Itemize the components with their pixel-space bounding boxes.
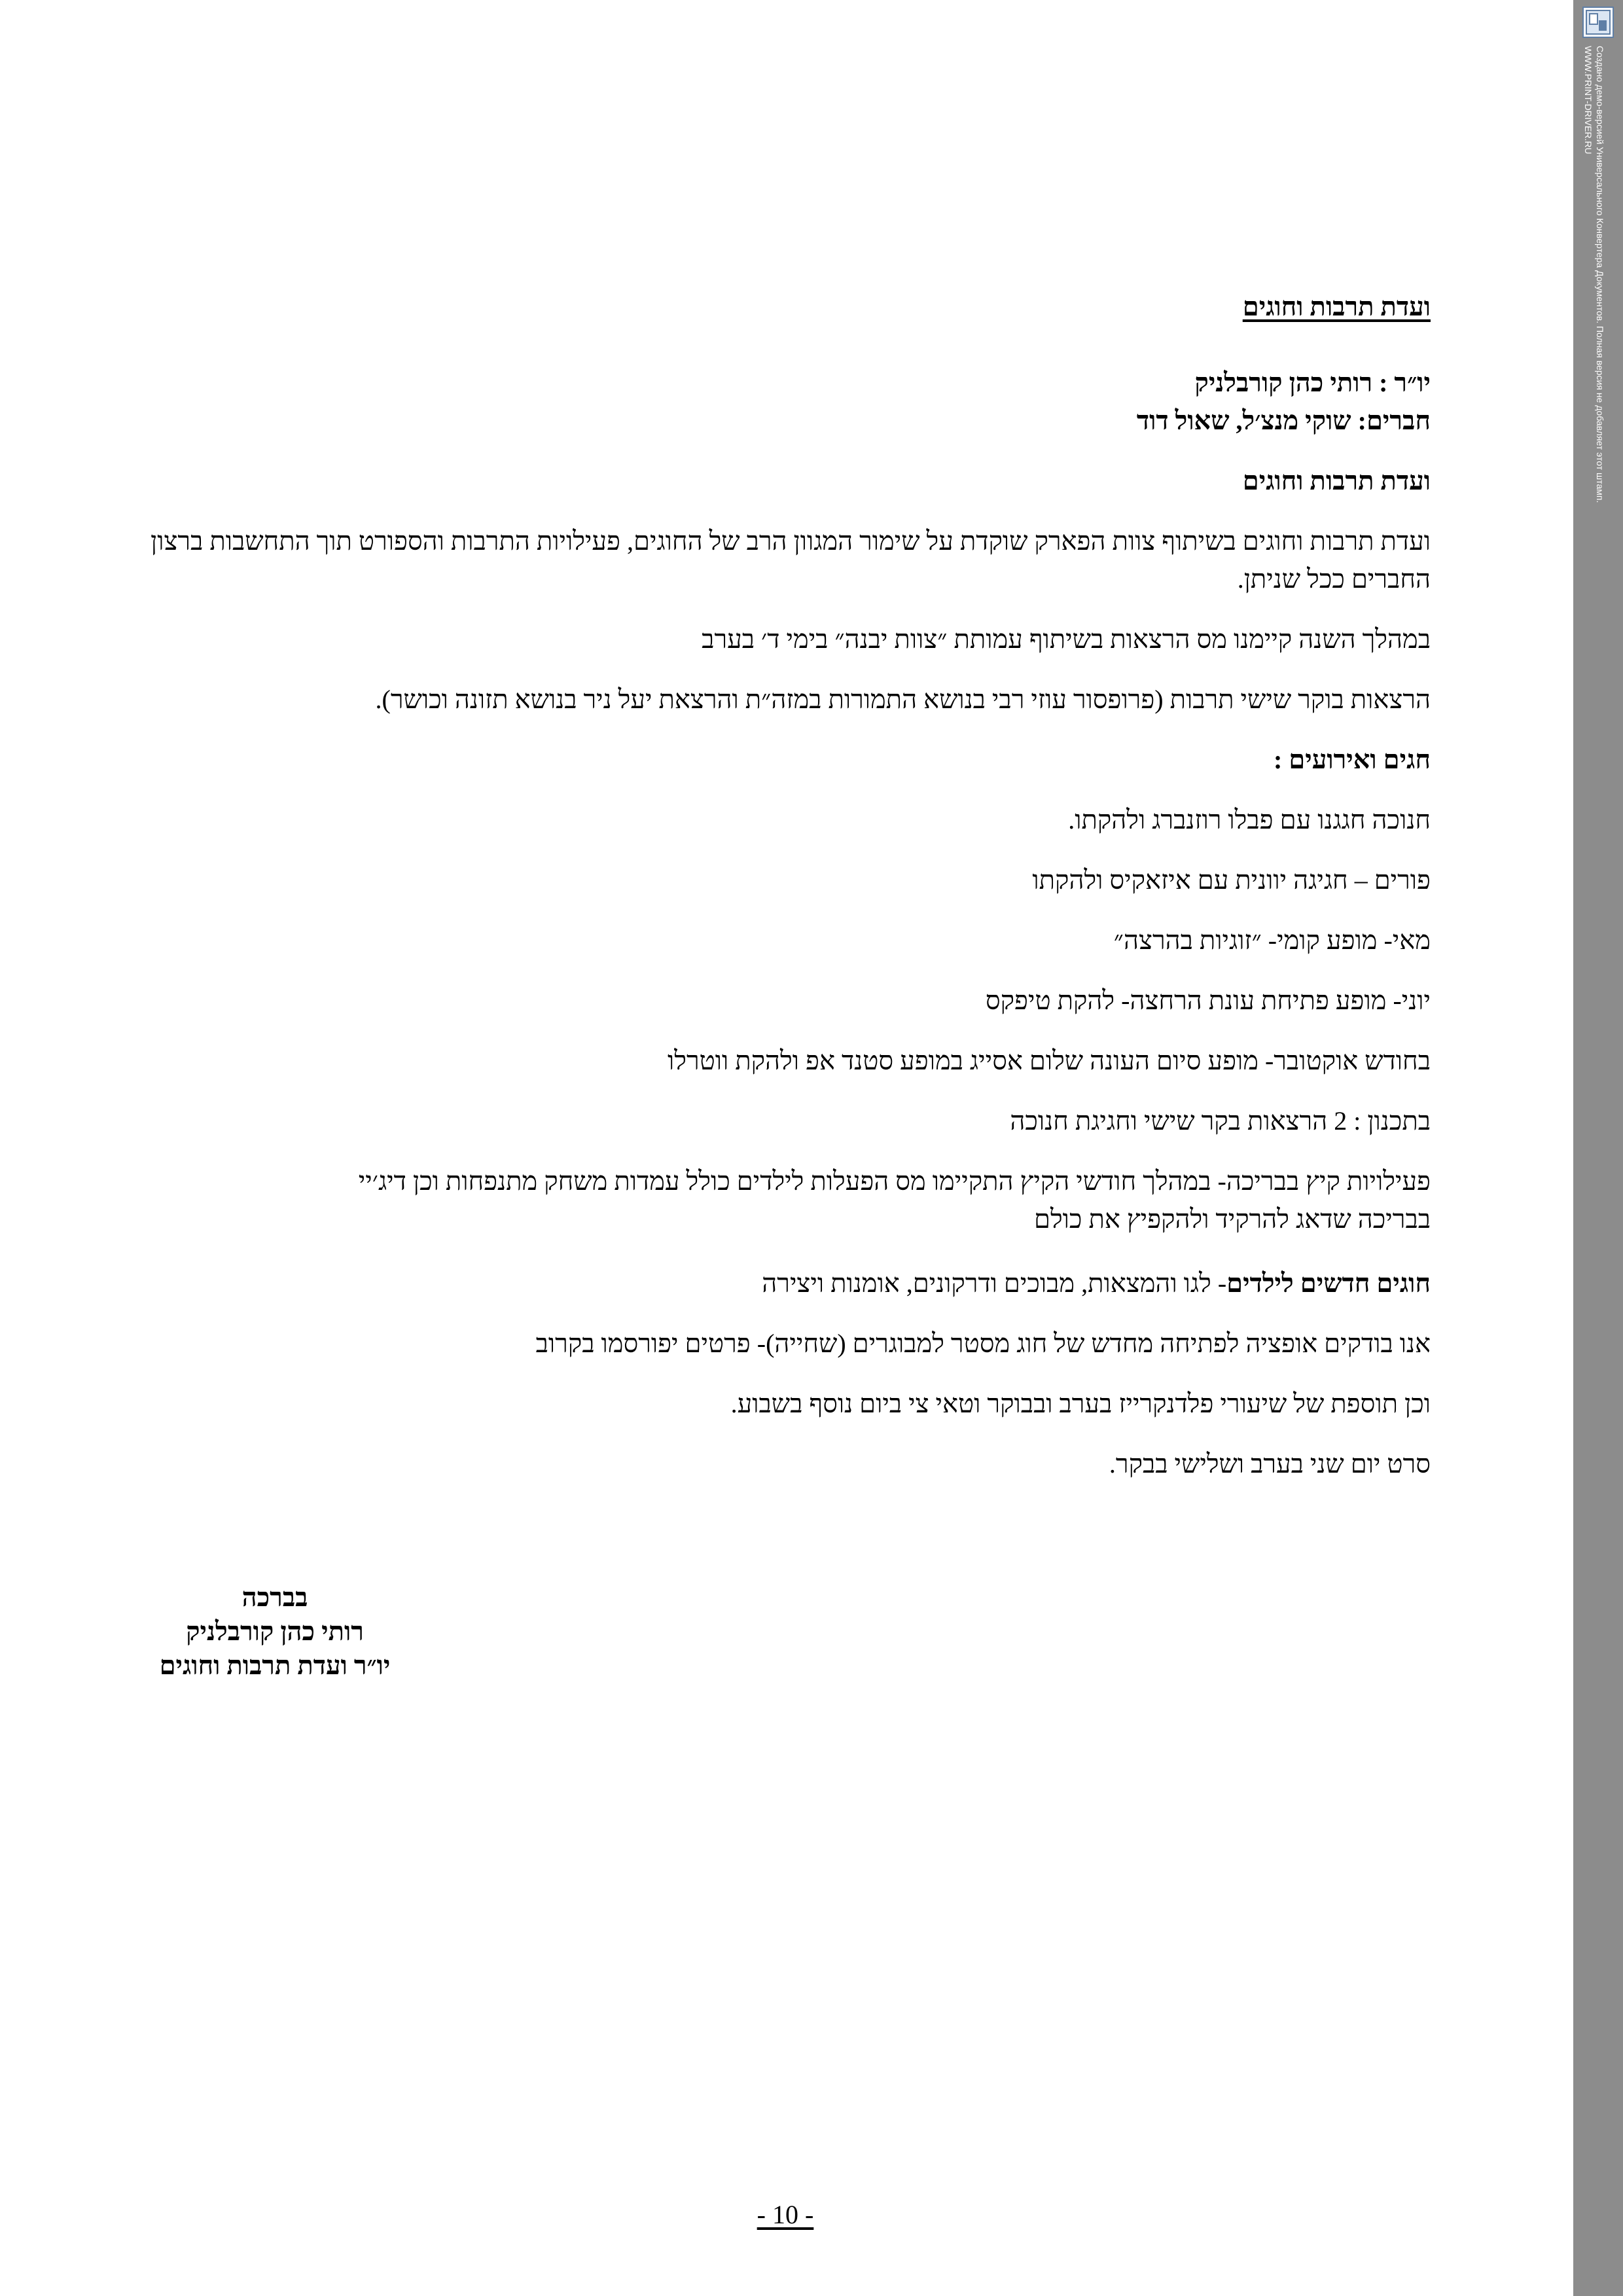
section-heading: ועדת תרבות וחוגים — [1242, 466, 1431, 495]
chair-line: יו״ר : רותי כהן קורבלניק — [1194, 368, 1431, 397]
summer-line-2: בבריכה שדאג להרקיד ולהקפיץ את כולם — [1033, 1204, 1431, 1234]
summer-line-1: פעילויות קיץ בבריכה- במהלך חודשי הקיץ התקיימו מס הפעלות לילדים כולל עמדות משחק מתנפחות וכן דיג׳יי — [358, 1166, 1431, 1196]
new-clubs-line — [124, 1265, 1431, 1302]
watermark-sidebar — [1573, 0, 1623, 2296]
signature-role: יו״ר ועדת תרבות וחוגים — [159, 1651, 391, 1680]
page-number: - 10 - — [757, 2200, 814, 2229]
event-item: פורים – חגיגה יוונית עם איזאקיס ולהקתו — [1032, 865, 1431, 895]
signature-block — [118, 1581, 432, 1683]
event-item: חנוכה חגגנו עם פבלו רוזנברג ולהקתו. — [1068, 805, 1431, 834]
watermark-line-1: Создано демо-версией Универсального Конвертера Документов. Полная версия не добавляет этот штамп. — [1595, 46, 1605, 503]
new-clubs-label: חוגים חדשים לילדים — [1226, 1268, 1431, 1298]
signature-greeting: בברכה — [241, 1583, 308, 1612]
document-title: ועדת תרבות וחוגים — [1242, 292, 1431, 321]
movie-line: סרט יום שני בערב ושלישי בבקר. — [1109, 1449, 1431, 1479]
new-clubs-text: - לגו והמצאות, מבוכים ודרקונים, אומנות ויצירה — [762, 1268, 1227, 1298]
converter-logo-icon — [1582, 7, 1614, 38]
watermark-text — [1582, 46, 1606, 503]
event-item: בתכנון : 2 הרצאות בקר שישי וחגיגת חנוכה — [1010, 1106, 1431, 1136]
watermark-line-2: WWW.PRINT-DRIVER.RU — [1583, 46, 1594, 154]
signature-name: רותי כהן קורבלניק — [186, 1617, 364, 1646]
intro-paragraph: ועדת תרבות וחוגים בשיתוף צוות הפארק שוקדת על שימור המגוון הרב של החוגים, פעילויות התרבות והספורט תוך התחשבות ברצון החברים ככל שניתן. — [151, 526, 1431, 594]
document-body — [124, 288, 1431, 1505]
friday-lectures-line: הרצאות בוקר שישי תרבות (פרופסור עוזי רבי בנושא התמורות במזה״ת והרצאת יעל ניר בנושא תזונה וכושר). — [375, 685, 1431, 714]
event-item: יוני- מופע פתיחת עונת הרחצה- להקת טיפקס — [985, 986, 1431, 1015]
event-item: מאי- מופע קומי- ״זוגיות בהרצה״ — [1113, 925, 1431, 955]
holidays-heading: חגים ואירועים : — [1273, 745, 1431, 774]
masters-line: אנו בודקים אופציה לפתיחה מחדש של חוג מסטר למבוגרים (שחייה)- פרטים יפורסמו בקרוב — [535, 1329, 1431, 1358]
feldenkrais-line: וכן תוספת של שיעורי פלדנקרייז בערב ובבוקר וטאי צי ביום נוסף בשבוע. — [730, 1389, 1431, 1418]
members-line: חברים: שוקי מנצ׳ל, שאול דוד — [1136, 406, 1431, 435]
lectures-line: במהלך השנה קיימנו מס הרצאות בשיתוף עמותת ״צוות יבנה״ בימי ד׳ בערב — [702, 624, 1431, 654]
event-item: בחודש אוקטובר- מופע סיום העונה שלום אסייג במופע סטנד אפ ולהקת ווטרלו — [668, 1046, 1431, 1075]
